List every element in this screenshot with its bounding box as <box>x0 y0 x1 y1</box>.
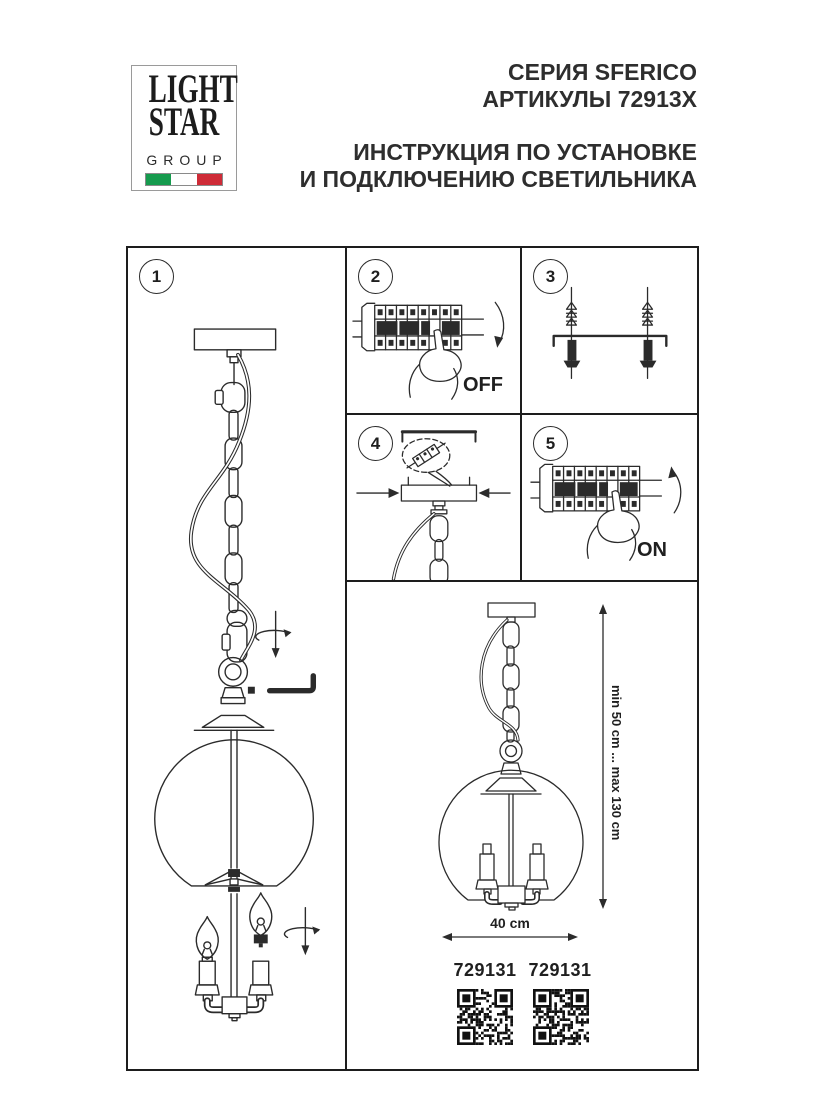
hex-key-icon <box>248 676 313 694</box>
ceiling-plate <box>488 603 535 622</box>
center-rod <box>231 730 237 997</box>
canopy-cone <box>481 778 541 794</box>
chain <box>215 383 247 662</box>
glass-sphere <box>439 770 583 900</box>
inward-arrows <box>357 488 510 498</box>
eye-ring <box>500 740 522 774</box>
instruction-grid <box>126 246 699 1071</box>
eye-ring <box>219 658 248 704</box>
lamp-body <box>498 886 525 910</box>
step-panel-1 <box>128 248 347 1069</box>
flag-red-stripe <box>197 174 222 185</box>
series-title: СЕРИЯ SFERICO <box>508 59 697 85</box>
rotation-arrow-icon <box>256 611 292 658</box>
qr-code <box>457 989 513 1045</box>
finial <box>205 869 262 892</box>
center-rod <box>509 794 513 886</box>
qr-code-label: 729131 <box>528 960 592 980</box>
on-label: ON <box>637 539 667 561</box>
logo-word-group: GROUP <box>146 152 228 168</box>
qr-code <box>533 989 589 1045</box>
candle-bulb-left <box>196 917 218 962</box>
step-panel-5 <box>522 415 697 582</box>
width-dimension-arrow <box>442 933 578 941</box>
result-panel <box>347 582 697 1069</box>
off-label: OFF <box>463 374 503 396</box>
candle-sleeve-left <box>195 961 219 1001</box>
power-cable <box>393 514 434 579</box>
candle-bulb-right <box>250 893 272 947</box>
candle-sleeve-left <box>476 844 498 894</box>
logo-word-light: LIGHT <box>148 66 238 111</box>
assembled-lamp-drawing <box>347 582 697 1069</box>
ceiling-bracket <box>402 432 475 442</box>
step-number-badge: 3 <box>533 259 568 294</box>
circuit-breaker-panel <box>353 303 483 350</box>
ceiling-plate <box>194 329 275 384</box>
mounting-plate <box>401 477 476 501</box>
canopy-stem <box>431 501 447 514</box>
curved-arrow-down-icon <box>494 302 503 347</box>
qr-code-label: 729131 <box>453 960 517 980</box>
step-number-badge: 1 <box>139 259 174 294</box>
candle-sleeve-right <box>526 844 548 894</box>
curved-arrow-up-icon <box>668 466 680 512</box>
anchor-screw-left <box>564 288 581 379</box>
step-panel-2 <box>347 248 522 415</box>
step-panel-4 <box>347 415 522 582</box>
terminal-block-magnifier <box>402 439 451 486</box>
candle-sleeve-right <box>249 961 273 1001</box>
logo-wordmark <box>132 66 238 144</box>
italian-flag-icon <box>145 173 223 186</box>
instruction-title-line2: И ПОДКЛЮЧЕНИЮ СВЕТИЛЬНИКА <box>299 166 697 192</box>
height-dimension-label: min 50 cm ... max 130 cm <box>609 685 624 841</box>
pendant-assembly-drawing <box>128 248 345 1069</box>
step-number-badge: 4 <box>358 426 393 461</box>
lightstar-logo <box>131 65 237 191</box>
canopy-cone <box>194 715 273 730</box>
chain <box>430 516 448 580</box>
flag-green-stripe <box>146 174 171 185</box>
pressing-finger-icon <box>587 491 639 560</box>
lamp-body <box>222 997 247 1021</box>
step-number-badge: 5 <box>533 426 568 461</box>
step-panel-3 <box>522 248 697 415</box>
pressing-finger-icon <box>409 330 461 399</box>
anchor-screw-right <box>640 288 657 379</box>
power-cable <box>481 620 518 740</box>
instruction-title-line1: ИНСТРУКЦИЯ ПО УСТАНОВКЕ <box>353 139 697 165</box>
width-dimension-label: 40 cm <box>490 915 530 931</box>
logo-word-star: STAR <box>148 99 220 144</box>
flag-white-stripe <box>171 174 196 185</box>
step-number-badge: 2 <box>358 259 393 294</box>
articles-title: АРТИКУЛЫ 72913X <box>482 86 697 112</box>
glass-sphere <box>155 740 314 886</box>
height-dimension-arrow <box>599 604 607 909</box>
rotation-arrow-icon-lower <box>284 908 320 956</box>
circuit-breaker-panel <box>531 464 661 511</box>
